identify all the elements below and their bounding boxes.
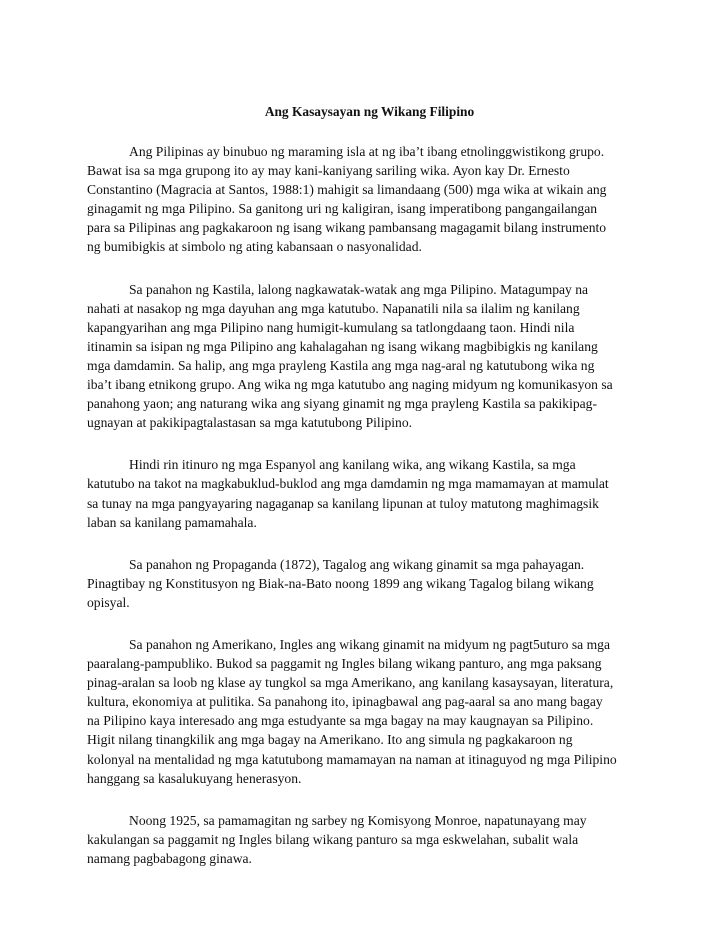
paragraph-line: Constantino (Magracia at Santos, 1988:1) mahigit sa limandaang (500) mga wika at wikain ang	[87, 182, 607, 198]
paragraph-line: panahong yaon; ang naturang wika ang siyang ginamit ng mga prayleng Kastila sa pakikipag-	[87, 396, 598, 412]
paragraph-line: sa tunay na mga pangyayaring nagaganap sa kanilang lipunan at tuloy matutong maghimagsik	[87, 495, 599, 511]
paragraph-line: kapangyarihan ang mga Pilipino nang humigit-kumulang sa tatlongdaang taon. Hindi nila	[87, 319, 575, 335]
paragraph-line: Pinagtibay ng Konstitusyon ng Biak-na-Bato noong 1899 ang wikang Tagalog bilang wikang	[87, 575, 594, 591]
paragraph-line: ng bumibigkis at simbolo ng ating kabansaan o nasyonalidad.	[87, 239, 422, 255]
paragraph-line: Noong 1925, sa pamamagitan ng sarbey ng Komisyong Monroe, napatunayang may	[129, 812, 587, 828]
paragraph-line: na Pilipino kaya interesado ang mga estudyante sa mga bagay na may kaugnayan sa Pilipino.	[87, 713, 594, 729]
document-title: Ang Kasaysayan ng Wikang Filipino	[264, 104, 475, 119]
paragraph-line: para sa Pilipinas ang pagkakaroon ng isang wikang pambansang magagamit bilang instrumento	[87, 220, 607, 236]
paragraph-line: ugnayan at pakikipagtalastasan sa mga katutubong Pilipino.	[87, 415, 413, 431]
paragraph-propaganda-period	[87, 555, 647, 612]
paragraph-line: Sa panahon ng Kastila, lalong nagkawatak-watak ang mga Pilipino. Matagumpay na	[129, 281, 589, 297]
paragraph-line: Sa panahon ng Amerikano, Ingles ang wikang ginamit na midyum ng pagt5uturo sa mga	[129, 636, 610, 652]
paragraph-line: nahati at nasakop ng mga dayuhan ang mga katutubo. Napanatili nila sa ilalim ng kanilang	[87, 300, 580, 316]
paragraph-monroe-commission	[87, 811, 647, 868]
paragraph-line: paaralang-pampubliko. Bukod sa paggamit ng Ingles bilang wikang panturo, ang mga paksang	[87, 656, 602, 672]
paragraph-line: laban sa kanilang pamamahala.	[87, 514, 257, 530]
paragraph-line: opisyal.	[87, 594, 130, 610]
document-page	[87, 103, 647, 891]
paragraph-line: iba’t ibang etnikong grupo. Ang wika ng mga katutubo ang naging midyum ng komunikasyon sa	[87, 377, 613, 393]
paragraph-line: Hindi rin itinuro ng mga Espanyol ang kanilang wika, ang wikang Kastila, sa mga	[129, 457, 576, 473]
paragraph-line: mga damdamin. Sa halip, ang mga prayleng Kastila ang mga nag-aral ng katutubong wika ng	[87, 357, 595, 373]
paragraph-american-period	[87, 635, 647, 788]
paragraph-line: namang pagbabagong ginawa.	[87, 850, 252, 866]
paragraph-line: Bawat isa sa mga grupong ito ay may kani-kaniyang sariling wika. Ayon kay Dr. Ernesto	[87, 163, 570, 179]
paragraph-line: kolonyal na mentalidad ng mga katutubong mamamayan na naman at itinaguyod ng mga Pilipino	[87, 751, 617, 767]
paragraph-spanish-period	[87, 280, 647, 433]
paragraph-line: pinag-aralan sa loob ng klase ay tungkol sa mga Amerikano, ang kanilang kasaysayan, literatura,	[87, 675, 614, 691]
paragraph-line: kakulangan sa paggamit ng Ingles bilang wikang panturo sa mga eskwelahan, subalit wala	[87, 831, 579, 847]
paragraph-line: katutubo na takot na magkabuklud-buklod ang mga damdamin ng mga mamamayan at mamulat	[87, 476, 609, 492]
paragraph-line: kultura, ekonomiya at pulitika. Sa panahong ito, ipinagbawal ang pag-aaral sa ano mang bagay	[87, 694, 603, 710]
paragraph-introduction	[87, 142, 647, 257]
paragraph-line: hanggang sa kasalukuyang henerasyon.	[87, 770, 302, 786]
paragraph-line: Ang Pilipinas ay binubuo ng maraming isla at ng iba’t ibang etnolinggwistikong grupo.	[129, 144, 605, 159]
paragraph-line: Higit nilang tinangkilik ang mga bagay na Amerikano. Ito ang simula ng pagkakaroon ng	[87, 732, 573, 748]
paragraph-line: Sa panahon ng Propaganda (1872), Tagalog ang wikang ginamit sa mga pahayagan.	[129, 556, 585, 572]
paragraph-line: ginagamit ng mga Pilipino. Sa ganitong uri ng kaligiran, isang imperatibong pangangailangan	[87, 201, 598, 217]
paragraph-line: itinamin sa isipan ng mga Pilipino ang kahalagahan ng isang wikang magbibigkis ng kanilang	[87, 338, 598, 354]
paragraph-spanish-language	[87, 455, 647, 531]
